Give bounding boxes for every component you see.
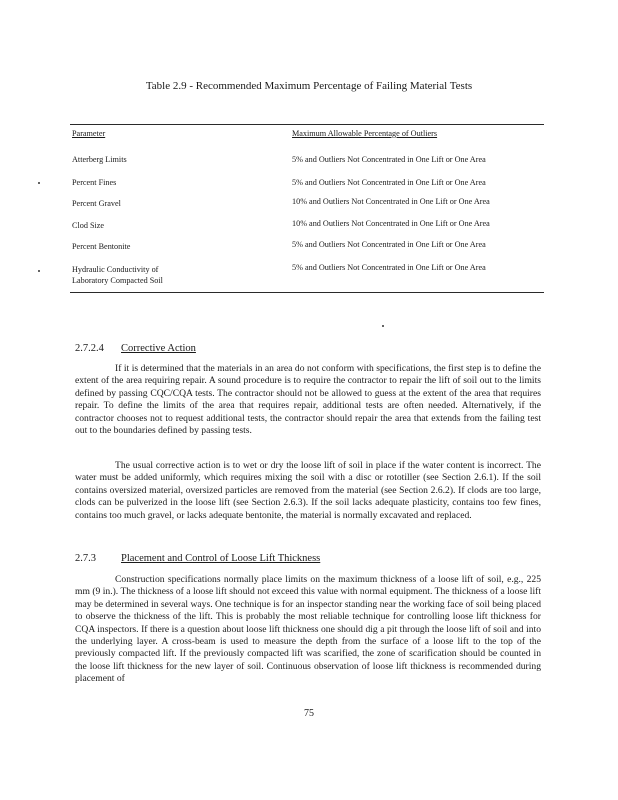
- table-row-value: 5% and Outliers Not Concentrated in One Lift or One Area: [292, 263, 486, 272]
- table-row-parameter-continued: Laboratory Compacted Soil: [72, 276, 163, 285]
- table-row-value: 5% and Outliers Not Concentrated in One Lift or One Area: [292, 178, 486, 187]
- table-row-parameter: Percent Bentonite: [72, 242, 131, 251]
- section-title: Placement and Control of Loose Lift Thickness: [121, 553, 321, 564]
- column-header-max-outliers: Maximum Allowable Percentage of Outliers: [292, 129, 438, 138]
- scan-speck: [38, 182, 40, 184]
- table-row-value: 10% and Outliers Not Concentrated in One Lift or One Area: [292, 197, 490, 206]
- column-header-parameter: Parameter: [72, 129, 106, 138]
- table-row-value: 10% and Outliers Not Concentrated in One Lift or One Area: [292, 219, 490, 228]
- body-paragraph: If it is determined that the materials in an area do not conform with specifications, the first step is to define the extent of the area requiring repair. A sound procedure is to require the contractor to repair the lift of soil out to the limits defined by passing CQC/CQA tests. The contractor should not be allowed to guess at the extent of the area that requires repair. To define the limits of the area that requires repair, additional tests are often needed. Alternatively, if the contractor chooses not to request additional tests, the contractor should repair the area that extends from the failing test out to the boundaries defined by passing tests.: [75, 363, 541, 437]
- table-row-parameter: Clod Size: [72, 221, 105, 230]
- page-number: 75: [304, 708, 314, 719]
- table-title: Table 2.9 - Recommended Maximum Percentage of Failing Material Tests: [145, 80, 473, 92]
- section-heading-corrective-action: [75, 343, 196, 354]
- body-paragraph: The usual corrective action is to wet or dry the loose lift of soil in place if the water content is incorrect. The water must be added uniformly, which requires mixing the soil with a disc or rototiller (see Section 2.6.1). If the soil contains oversized material, oversized particles are removed from the material (see Section 2.6.2). If clods are too large, clods can be pulverized in the loose lift (see Section 2.6.3). If the soil lacks adequate plasticity, contains too few fines, contains too much gravel, or lacks adequate bentonite, the material is normally excavated and replaced.: [75, 460, 541, 521]
- scan-speck: [382, 325, 384, 327]
- table-top-rule: [70, 124, 544, 125]
- scan-speck: [38, 270, 40, 272]
- section-title: Corrective Action: [121, 343, 196, 354]
- table-row-value: 5% and Outliers Not Concentrated in One Lift or One Area: [292, 155, 486, 164]
- section-number: 2.7.2.4: [75, 343, 104, 354]
- body-paragraph: Construction specifications normally place limits on the maximum thickness of a loose lift of soil, e.g., 225 mm (9 in.). The thickness of a loose lift should not exceed this value with normal equipment. The thickness of a loose lift may be determined in several ways. One technique is for an inspector standing near the working face of soil being placed to observe the thickness of the lift. This is probably the most reliable technique for controlling loose lift thickness for CQA inspectors. If there is a question about loose lift thickness one should dig a pit through the loose lift of soil and into the underlying layer. A cross-beam is used to measure the depth from the surface of a loose lift to the top of the previously compacted lift. If the previously compacted lift was scarified, the zone of scarification should be counted in the loose lift thickness for the new layer of soil. Continuous observation of loose lift thickness is recommended during placement of: [75, 574, 541, 685]
- table-bottom-rule: [70, 292, 544, 293]
- table-row-value: 5% and Outliers Not Concentrated in One Lift or One Area: [292, 240, 486, 249]
- table-row-parameter: Hydraulic Conductivity of: [72, 265, 159, 274]
- section-number: 2.7.3: [75, 553, 96, 564]
- table-row-parameter: Percent Fines: [72, 178, 117, 187]
- table-row-parameter: Percent Gravel: [72, 199, 121, 208]
- table-row-parameter: Atterberg Limits: [72, 155, 127, 164]
- section-heading-loose-lift: [75, 553, 320, 564]
